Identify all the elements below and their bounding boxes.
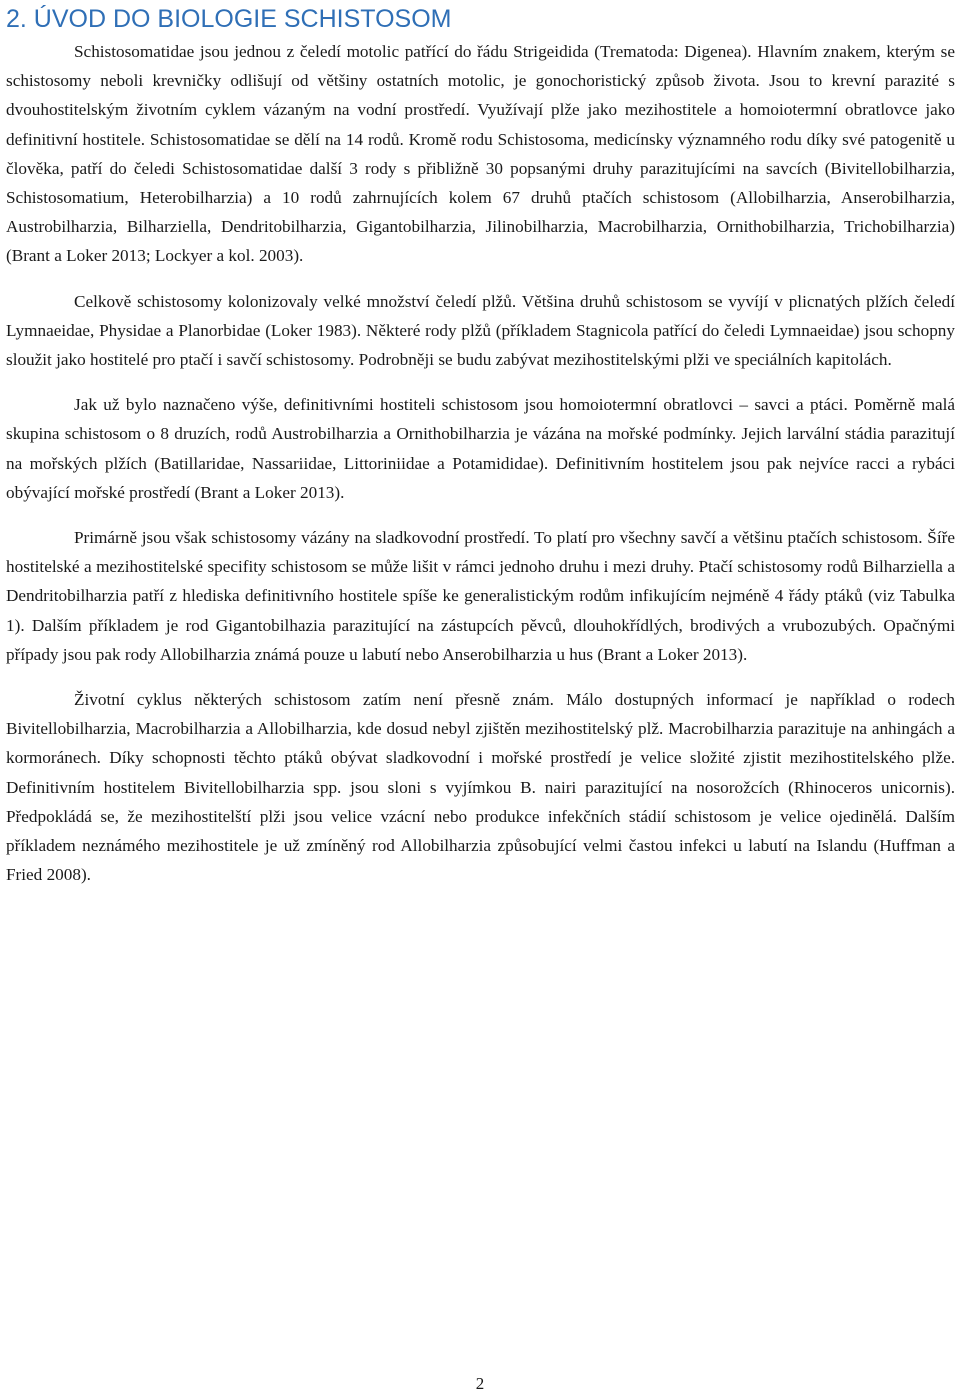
page-number: 2 <box>475 1374 485 1393</box>
paragraph-life-cycle: Životní cyklus některých schistosom zatím není přesně znám. Málo dostupných informací je například o rodech Bivitellobilharzia, Macrobilharzia a Allobilharzia, kde dosud nebyl zjištěn mezihostitelský plž. Macrobilharzia parazituje na anhingách a kormoránech. Díky schopnosti těchto ptáků obývat sladkovodní i mořské prostředí je velice složité zjistit mezihostitelského plže. Definitivním hostitelem Bivitellobilharzia spp. jsou sloni s vyjímkou B. nairi parazitující na nosorožcích (Rhinoceros unicornis). Předpokládá se, že mezihostitelští plži jsou velice vzácní nebo produkce infekčních stádií schistosom je velice ojedinělá. Dalším příkladem neznámého mezihostitele je už zmíněný rod Allobilharzia způsobující velmi častou infekci u labutí na Islandu (Huffman a Fried 2008). <box>6 690 955 885</box>
paragraph-snail-hosts: Celkově schistosomy kolonizovaly velké množství čeledí plžů. Většina druhů schistosom se vyvíjí v plicnatých plžích čeledí Lymnaeidae, Physidae a Planorbidae (Loker 1983). Některé rody plžů (příkladem Stagnicola patřící do čeledi Lymnaeidae) jsou schopny sloužit jako hostitelé pro ptačí i savčí schistosomy. Podrobněji se budu zabývat mezihostitelskými plži ve speciálních kapitolách. <box>6 291 955 370</box>
paragraph-intro: Schistosomatidae jsou jednou z čeledí motolic patřící do řádu Strigeidida (Trematoda: Digenea). Hlavním znakem, kterým se schistosomy neboli krevničky odlišují od většiny ostatních motolic, je gonochoristický způsob života. Jsou to krevní parazité s dvouhostitelským životním cyklem vázaným na vodní prostředí. Využívají plže jako mezihostitele a homoiotermní obratlovce jako definitivní hostitele. Schistosomatidae se dělí na 14 rodů. Kromě rodu Schistosoma, medicínsky významného rodu díky své patogenitě u člověka, patří do čeledi Schistosomatidae další 3 rody s přibližně 30 popsanými druhy parazitujícími na savcích (Bivitellobilharzia, Schistosomatium, Heterobilharzia) a 10 rodů zahrnujících kolem 67 druhů ptačích schistosom (Allobilharzia, Anserobilharzia, Austrobilharzia, Bilharziella, Dendritobilharzia, Gigantobilharzia, Jilinobilharzia, Macrobilharzia, Ornithobilharzia, Trichobilharzia) (Brant a Loker 2013; Lockyer a kol. 2003). <box>6 42 955 266</box>
paragraph-definitive-hosts: Jak už bylo naznačeno výše, definitivními hostiteli schistosom jsou homoiotermní obratlovci – savci a ptáci. Poměrně malá skupina schistosom o 8 druzích, rodů Austrobilharzia a Ornithobilharzia je vázána na mořské podmínky. Jejich larvální stádia parazitují na mořských plžích (Batillaridae, Nassariidae, Littoriniidae a Potamididae). Definitivním hostitelem jsou pak nejvíce racci a rybáci obývající mořské prostředí (Brant a Loker 2013). <box>6 395 955 502</box>
paragraph-freshwater: Primárně jsou však schistosomy vázány na sladkovodní prostředí. To platí pro všechny savčí a většinu ptačích schistosom. Šíře hostitelské a mezihostitelské specifity schistosom se může lišit v rámci jednoho druhu i mezi druhy. Ptačí schistosomy rodů Bilharziella a Dendritobilharzia patří z hlediska definitivního hostitele spíše ke generalistickým rodům infikujícím nejméně 4 řády ptáků (viz Tabulka 1). Dalším příkladem je rod Gigantobilhazia parazitující na zástupcích pěvců, dlouhokřídlých, brodivých a vrubozubých. Opačnými případy jsou pak rody Allobilharzia známá pouze u labutí nebo Anserobilharzia u hus (Brant a Loker 2013). <box>6 528 955 664</box>
section-heading: 2. ÚVOD DO BIOLOGIE SCHISTOSOM <box>6 5 452 33</box>
